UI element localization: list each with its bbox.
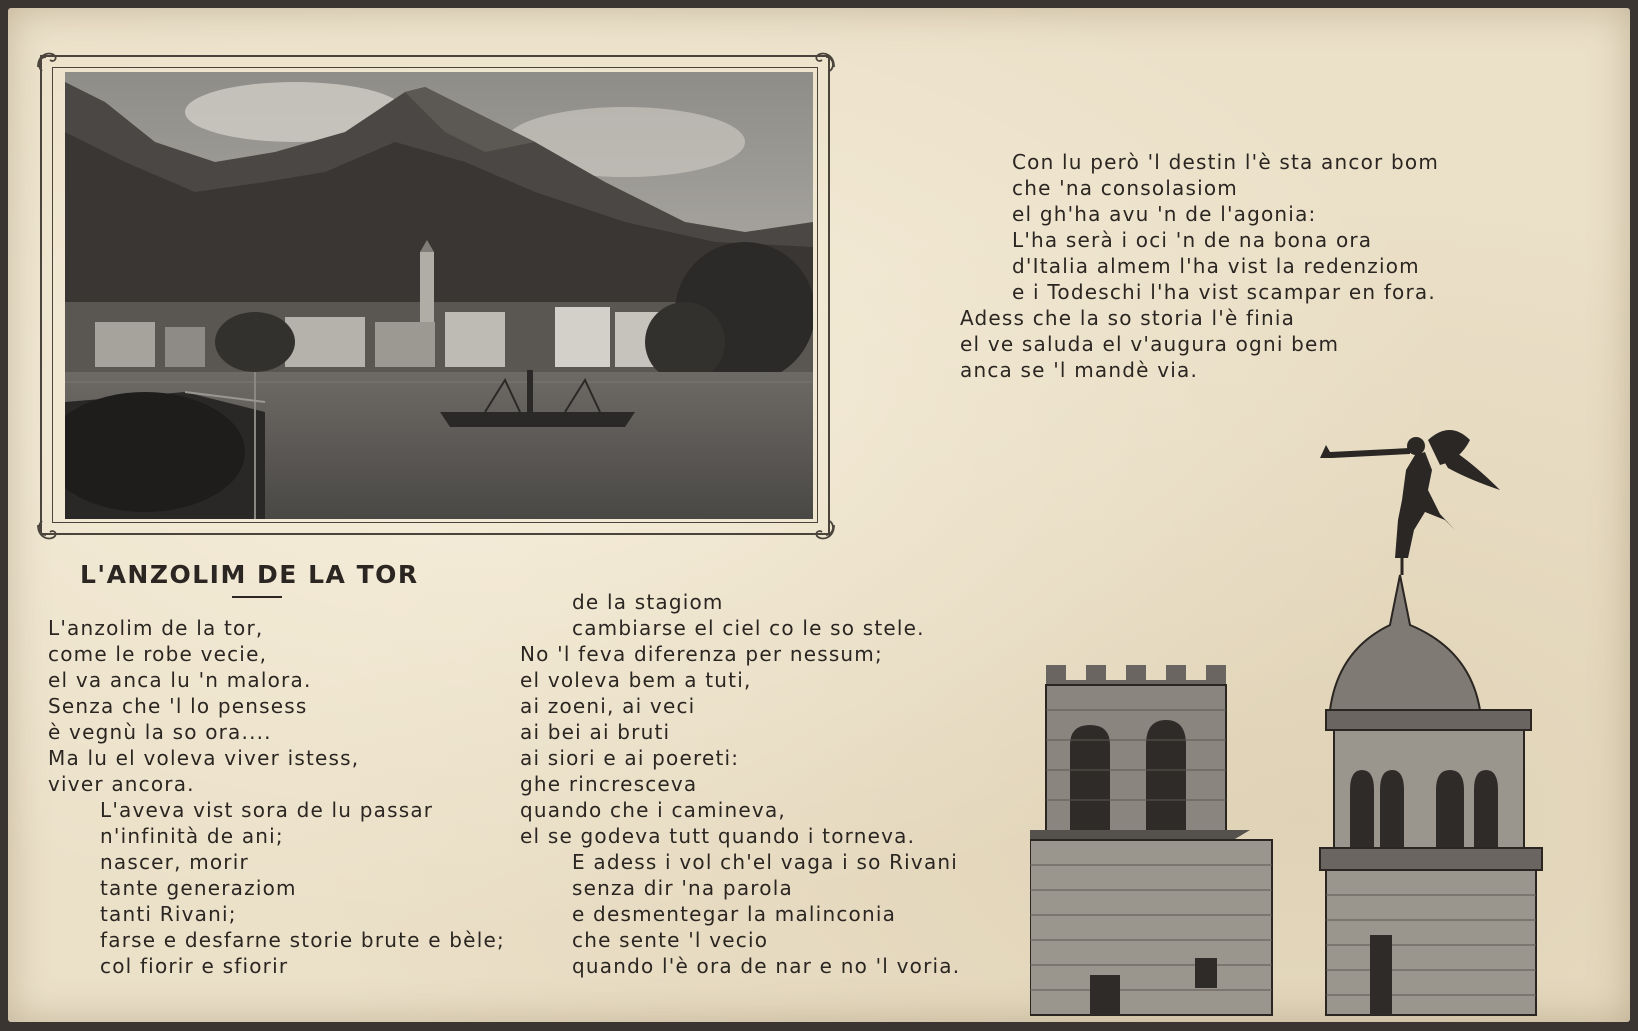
- poem-line: No 'l feva diferenza per nessum;: [520, 642, 883, 666]
- poem-line: de la stagiom: [572, 590, 724, 614]
- poem-line: Senza che 'l lo pensess: [48, 694, 308, 718]
- lakeside-town-photo: [65, 72, 813, 519]
- poem-line: cambiarse el ciel co le so stele.: [572, 616, 925, 640]
- poem-line: farse e desfarne storie brute e bèle;: [100, 928, 505, 952]
- poem-line: senza dir 'na parola: [572, 876, 793, 900]
- corner-ornament-icon: [810, 517, 838, 545]
- corner-ornament-icon: [34, 47, 62, 75]
- poem-line: come le robe vecie,: [48, 642, 268, 666]
- poem-line: ai zoeni, ai veci: [520, 694, 696, 718]
- poem-line: d'Italia almem l'ha vist la redenziom: [1012, 254, 1420, 278]
- poem-line: col fiorir e sfiorir: [100, 954, 289, 978]
- poem-line: tanti Rivani;: [100, 902, 237, 926]
- poem-line: ai siori e ai poereti:: [520, 746, 740, 770]
- corner-ornament-icon: [34, 517, 62, 545]
- poem-line: e desmentegar la malinconia: [572, 902, 897, 926]
- title-underline: [232, 596, 282, 598]
- poem-line: viver ancora.: [48, 772, 195, 796]
- poem-line: el se godeva tutt quando i torneva.: [520, 824, 916, 848]
- photo-frame: [40, 55, 830, 535]
- poem-line: ghe rincresceva: [520, 772, 698, 796]
- poem-line: el va anca lu 'n malora.: [48, 668, 312, 692]
- poem-line: nascer, morir: [100, 850, 249, 874]
- onion-dome-tower-icon: [1320, 575, 1542, 1015]
- poem-line: L'aveva vist sora de lu passar: [100, 798, 434, 822]
- poem-line: n'infinità de ani;: [100, 824, 284, 848]
- poem-line: el ve saluda el v'augura ogni bem: [960, 332, 1340, 356]
- angel-with-trumpet-icon: [1320, 430, 1500, 575]
- poem-line: el voleva bem a tuti,: [520, 668, 752, 692]
- poem-line: tante generaziom: [100, 876, 297, 900]
- poem-line: Adess che la so storia l'è finia: [960, 306, 1296, 330]
- towers-with-angel-icon: [1030, 410, 1575, 1020]
- poem-line: el gh'ha avu 'n de l'agonia:: [1012, 202, 1317, 226]
- poem-line: anca se 'l mandè via.: [960, 358, 1199, 382]
- poem-title: L'ANZOLIM DE LA TOR: [80, 560, 419, 589]
- crenellated-tower-icon: [1030, 665, 1272, 1015]
- poem-line: L'ha serà i oci 'n de na bona ora: [1012, 228, 1373, 252]
- poem-line: quando che i camineva,: [520, 798, 786, 822]
- poem-line: è vegnù la so ora....: [48, 720, 272, 744]
- poem-line: Ma lu el voleva viver istess,: [48, 746, 360, 770]
- poem-line: Con lu però 'l destin l'è sta ancor bom: [1012, 150, 1440, 174]
- poem-line: ai bei ai bruti: [520, 720, 671, 744]
- poem-line: E adess i vol ch'el vaga i so Rivani: [572, 850, 959, 874]
- poem-line: quando l'è ora de nar e no 'l voria.: [572, 954, 961, 978]
- poem-line: L'anzolim de la tor,: [48, 616, 264, 640]
- poem-line: che sente 'l vecio: [572, 928, 769, 952]
- poem-line: che 'na consolasiom: [1012, 176, 1238, 200]
- corner-ornament-icon: [810, 47, 838, 75]
- poem-line: e i Todeschi l'ha vist scampar en fora.: [1012, 280, 1436, 304]
